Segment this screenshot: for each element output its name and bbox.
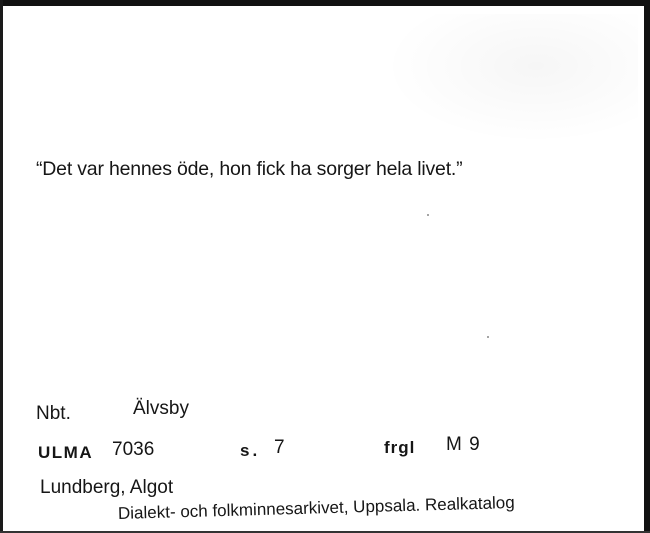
archive-card: [3, 6, 644, 531]
scan-speck: [487, 336, 489, 338]
s-value: 7: [274, 437, 285, 458]
archive-footer: Dialekt- och folkminnesarkivet, Uppsala. Realkatalog: [117, 492, 515, 523]
s-label: s.: [240, 441, 261, 460]
card-quote: “Det var hennes öde, hon fick ha sorger hela livet.”: [36, 158, 463, 180]
scan-border-right: [644, 0, 650, 533]
ulma-value: 7036: [112, 439, 155, 460]
nbt-value: Älvsby: [133, 398, 189, 419]
informant-name: Lundberg, Algot: [40, 477, 174, 498]
frgl-label: frgl: [384, 438, 416, 457]
scan-shadow: [383, 14, 638, 144]
scan-speck: [427, 214, 429, 216]
ulma-label: ULMA: [38, 443, 94, 462]
frgl-value: M 9: [446, 434, 481, 455]
nbt-label: Nbt.: [36, 403, 71, 424]
